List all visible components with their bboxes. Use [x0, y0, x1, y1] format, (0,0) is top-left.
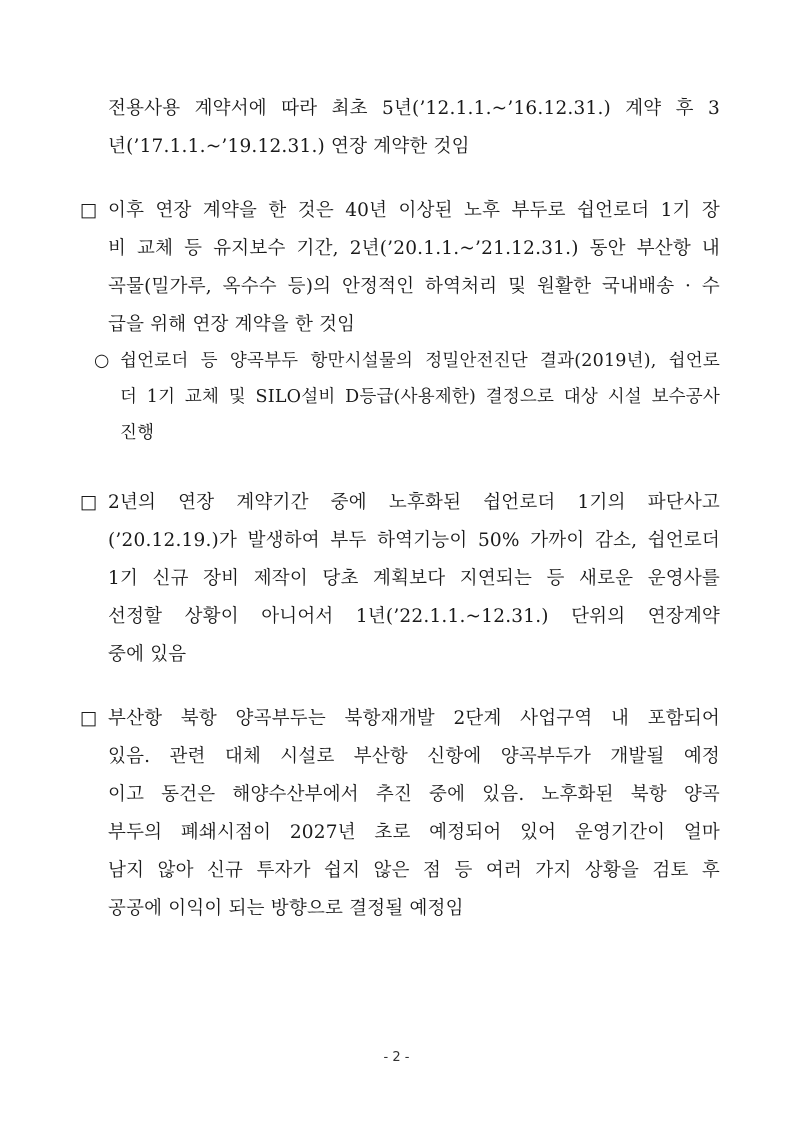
para1-block: [108, 192, 720, 344]
para1-line-4: 급을 위해 연장 계약을 한 것임: [108, 314, 356, 335]
para3-line-5: 남지 않아 신규 투자가 쉽지 않은 점 등 여러 가지 상황을 검토 후: [108, 860, 720, 881]
page-number: - 2 -: [383, 1050, 410, 1065]
continuation-line-2: 년(’17.1.1.~’19.12.31.) 연장 계약한 것임: [108, 136, 470, 157]
para2-square-bullet: □: [80, 492, 98, 513]
para1-sub-line-3: 진행: [120, 423, 155, 443]
para3-block: [108, 700, 720, 928]
para1-sub-circle-bullet: ○: [94, 351, 110, 371]
para2-line-4: 선정할 상황이 아니어서 1년(’22.1.1.~12.31.) 단위의 연장계약: [108, 606, 720, 627]
para2-block: [108, 484, 720, 674]
para1-line-3: 곡물(밀가루, 옥수수 등)의 안정적인 하역처리 및 원활한 국내배송 · 수: [108, 276, 720, 297]
continuation-block: [108, 90, 720, 166]
continuation-line-1: 전용사용 계약서에 따라 최초 5년(’12.1.1.~’16.12.31.) 계약 후 3: [108, 98, 720, 119]
para3-square-bullet: □: [80, 708, 98, 729]
para2-line-1: 2년의 연장 계약기간 중에 노후화된 쉽언로더 1기의 파단사고: [108, 492, 720, 513]
para1-square-bullet: □: [80, 200, 98, 221]
para3-line-1: 부산항 북항 양곡부두는 북항재개발 2단계 사업구역 내 포함되어: [108, 708, 720, 729]
para1-line-2: 비 교체 등 유지보수 기간, 2년(’20.1.1.~’21.12.31.) 동안 부산항 내: [108, 238, 720, 259]
para2-line-3: 1기 신규 장비 제작이 당초 계획보다 지연되는 등 새로운 운영사를: [108, 568, 720, 589]
para2-line-2: (’20.12.19.)가 발생하여 부두 하역기능이 50% 가까이 감소, 쉽언로더: [108, 530, 720, 551]
para3-line-4: 부두의 폐쇄시점이 2027년 초로 예정되어 있어 운영기간이 얼마: [108, 822, 720, 843]
para1-sub-block: [120, 343, 720, 451]
para3-line-2: 있음. 관련 대체 시설로 부산항 신항에 양곡부두가 개발될 예정: [108, 746, 720, 767]
para1-line-1: 이후 연장 계약을 한 것은 40년 이상된 노후 부두로 쉽언로더 1기 장: [108, 200, 720, 221]
para2-line-5: 중에 있음: [108, 644, 187, 665]
para3-line-3: 이고 동건은 해양수산부에서 추진 중에 있음. 노후화된 북항 양곡: [108, 784, 720, 805]
para1-sub-line-1: 쉽언로더 등 양곡부두 항만시설물의 정밀안전진단 결과(2019년), 쉽언로: [120, 351, 720, 371]
para1-sub-line-2: 더 1기 교체 및 SILO설비 D등급(사용제한) 결정으로 대상 시설 보수공사: [120, 387, 720, 407]
para3-line-6: 공공에 이익이 되는 방향으로 결정될 예정임: [108, 898, 464, 919]
